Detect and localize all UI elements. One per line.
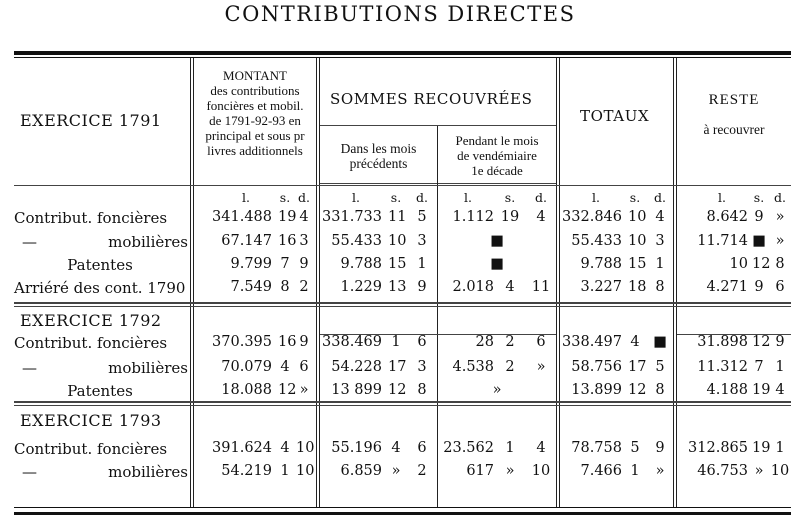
reste-subtitle: à recouvrer (703, 122, 765, 137)
montant-line: de 1791-92-93 en (209, 113, 301, 128)
table-cell: 10 (296, 463, 315, 479)
table-cell: » (299, 382, 309, 398)
table-cell: 2 (505, 359, 515, 375)
table-cell: 9.799 (230, 256, 272, 272)
table-cell: 19 (278, 209, 297, 225)
table-cell: 4 (630, 334, 640, 350)
header-subrule (438, 183, 556, 184)
table-cell: » (754, 463, 764, 479)
col-divider (559, 58, 560, 507)
dans-mois-line: précédents (349, 156, 408, 171)
row-label: Patentes (67, 256, 133, 274)
table-cell: 332.846 (562, 209, 622, 225)
table-cell: 19 (752, 440, 771, 456)
table-cell: 8 (655, 382, 665, 398)
row-label: Contribut. foncières (14, 209, 168, 227)
table-cell: 6 (417, 334, 427, 350)
table-cell: 12 (278, 382, 297, 398)
table-cell: 2 (299, 279, 309, 295)
header-subrule (320, 125, 556, 126)
montant-line: foncières et mobil. (206, 98, 304, 113)
unit-label: s. (629, 190, 641, 205)
table-cell: 3.227 (580, 279, 622, 295)
table-cell: 3 (655, 233, 665, 249)
table-cell: 10 (628, 233, 647, 249)
table-cell: » (536, 359, 546, 375)
table-cell: 1 (775, 359, 785, 375)
table-cell: 4 (655, 209, 665, 225)
table-cell: 7.466 (580, 463, 622, 479)
table-cell: 6 (299, 359, 309, 375)
table-cell: 10 (531, 463, 551, 479)
table-cell: 1.112 (452, 209, 494, 225)
table-cell: ■ (653, 334, 667, 350)
sommes-header: SOMMES RECOUVRÉES (330, 90, 533, 108)
table-cell: 6 (536, 334, 546, 350)
table-cell: 8 (655, 279, 665, 295)
table-cell: » (775, 233, 785, 249)
table-cell: 617 (466, 463, 494, 479)
row-label: Contribut. foncières (14, 334, 168, 352)
table-cell: 46.753 (697, 463, 748, 479)
table-cell: 58.756 (571, 359, 622, 375)
table-cell: 4 (536, 440, 546, 456)
table-cell: 55.196 (331, 440, 382, 456)
unit-label: l. (242, 190, 250, 205)
table-cell: 6 (775, 279, 785, 295)
table-cell: 11.312 (697, 359, 748, 375)
unit-label: l. (464, 190, 472, 205)
table-cell: 55.433 (331, 233, 382, 249)
table-cell: 78.758 (571, 440, 622, 456)
montant-line: principal et sous pr (205, 128, 305, 143)
unit-label: d. (654, 190, 666, 205)
table-cell: 13 (388, 279, 407, 295)
top-rule-thin (14, 57, 791, 58)
page-title: CONTRIBUTIONS DIRECTES (224, 2, 576, 26)
table-cell: 70.079 (221, 359, 272, 375)
table-cell: 5 (630, 440, 640, 456)
montant-line: des contributions (210, 83, 300, 98)
unit-label: d. (298, 190, 310, 205)
table-cell: 4.538 (452, 359, 494, 375)
table-cell: 9 (754, 209, 764, 225)
table-cell: 15 (628, 256, 647, 272)
table-cell: 12 (752, 256, 771, 272)
table-cell: 3 (417, 359, 427, 375)
table-cell: 4.188 (706, 382, 748, 398)
table-cell: 12 (388, 382, 407, 398)
row-label: Contribut. foncières (14, 440, 168, 458)
table-cell: 5 (417, 209, 427, 225)
row-label: — mobilières (22, 233, 188, 251)
table-cell: 7.549 (230, 279, 272, 295)
row-label: — mobilières (22, 359, 188, 377)
header-subrule (320, 183, 437, 184)
table-cell: 9 (754, 279, 764, 295)
montant-header (194, 68, 316, 158)
table-cell: 54.228 (331, 359, 382, 375)
table-cell: ■ (752, 233, 766, 249)
table-cell: 341.488 (212, 209, 272, 225)
section-divider (14, 405, 791, 406)
table-cell: 19 (752, 382, 771, 398)
table-cell: 3 (417, 233, 427, 249)
dans-mois-header (320, 141, 437, 171)
bottom-rule-thin (14, 507, 791, 508)
table-cell: ■ (490, 233, 504, 249)
unit-label: l. (718, 190, 726, 205)
pendant-mois-line: de vendémiaire (457, 148, 537, 163)
unit-label: l. (352, 190, 360, 205)
table-cell: 1 (775, 440, 785, 456)
table-cell: 8.642 (706, 209, 748, 225)
totaux-header: TOTAUX (580, 107, 650, 125)
table-cell: 28 (475, 334, 494, 350)
table-cell: 9 (655, 440, 665, 456)
row-label: — mobilières (22, 463, 188, 481)
table-cell: » (775, 209, 785, 225)
table-cell: 19 (500, 209, 520, 225)
pendant-mois-line: 1e décade (471, 163, 523, 178)
unit-label: d. (416, 190, 428, 205)
montant-line: MONTANT (223, 68, 287, 83)
table-cell: 7 (754, 359, 764, 375)
table-cell: 331.733 (322, 209, 382, 225)
top-rule (14, 51, 791, 55)
table-cell: 2 (505, 334, 515, 350)
table-cell: 11.714 (697, 233, 748, 249)
table-cell: 31.898 (697, 334, 748, 350)
pendant-mois-header (438, 133, 556, 178)
table-cell: ■ (490, 256, 504, 272)
table-cell: 23.562 (443, 440, 494, 456)
table-cell: 1 (655, 256, 665, 272)
table-cell: 4 (536, 209, 546, 225)
table-cell: 11 (531, 279, 551, 295)
table-cell: 9.788 (580, 256, 622, 272)
table-cell: 8 (775, 256, 785, 272)
pendant-mois-line: Pendant le mois (455, 133, 539, 148)
table-cell: » (655, 463, 665, 479)
reste-header (677, 93, 791, 137)
table-cell: 10 (388, 233, 407, 249)
table-cell: 17 (628, 359, 647, 375)
section-heading: EXERCICE 1792 (20, 311, 162, 330)
table-cell: 6.859 (340, 463, 382, 479)
table-cell: 1 (417, 256, 427, 272)
col-divider (316, 58, 317, 507)
table-cell: 18.088 (221, 382, 272, 398)
table-cell: 18 (628, 279, 647, 295)
table-cell: 67.147 (221, 233, 272, 249)
section-heading: EXERCICE 1793 (20, 411, 162, 430)
section-divider (14, 302, 791, 304)
table-cell: 370.395 (212, 334, 272, 350)
table-cell: 1.229 (340, 279, 382, 295)
table-cell: 9 (299, 334, 309, 350)
table-cell: » (492, 382, 502, 398)
table-cell: 2.018 (452, 279, 494, 295)
table-cell: 8 (417, 382, 427, 398)
unit-label: s. (753, 190, 765, 205)
table-cell: 16 (278, 334, 297, 350)
table-cell: 338.497 (562, 334, 622, 350)
table-cell: 5 (655, 359, 665, 375)
section-divider (14, 401, 791, 403)
table-cell: 16 (278, 233, 297, 249)
table-cell: 9 (417, 279, 427, 295)
table-cell: 13.899 (571, 382, 622, 398)
table-cell: 1 (505, 440, 515, 456)
unit-label: s. (390, 190, 402, 205)
table-cell: 15 (388, 256, 407, 272)
table-cell: 6 (417, 440, 427, 456)
table-cell: 54.219 (221, 463, 272, 479)
unit-label: s. (504, 190, 516, 205)
table-cell: 10 (729, 256, 748, 272)
table-cell: 55.433 (571, 233, 622, 249)
table-cell: » (391, 463, 401, 479)
table-cell: 12 (628, 382, 647, 398)
table-cell: 12 (752, 334, 771, 350)
section-divider (14, 306, 791, 307)
table-cell: 7 (280, 256, 290, 272)
unit-label: d. (535, 190, 547, 205)
bottom-rule (14, 512, 791, 515)
unit-label: l. (592, 190, 600, 205)
unit-label: d. (774, 190, 786, 205)
table-cell: 10 (770, 463, 790, 479)
col-divider (190, 58, 191, 507)
table-cell: 3 (299, 233, 309, 249)
col-divider (673, 58, 674, 507)
table-cell: 391.624 (212, 440, 272, 456)
table-cell: 4 (391, 440, 401, 456)
table-cell: 8 (280, 279, 290, 295)
table-cell: 17 (388, 359, 407, 375)
table-cell: 9.788 (340, 256, 382, 272)
table-cell: 312.865 (688, 440, 748, 456)
table-cell: » (505, 463, 515, 479)
table-cell: 4 (280, 359, 290, 375)
table-cell: 1 (391, 334, 401, 350)
table-cell: 11 (388, 209, 407, 225)
table-cell: 2 (417, 463, 427, 479)
table-cell: 4.271 (706, 279, 748, 295)
unit-label: s. (279, 190, 291, 205)
reste-title: RESTE (708, 92, 760, 108)
montant-line: livres additionnels (207, 143, 303, 158)
table-cell: 4 (505, 279, 515, 295)
table-cell: 4 (775, 382, 785, 398)
table-cell: 1 (280, 463, 290, 479)
table-cell: 4 (280, 440, 290, 456)
col-divider (556, 58, 557, 507)
table-cell: 338.469 (322, 334, 382, 350)
table-cell: 10 (296, 440, 315, 456)
table-cell: 1 (630, 463, 640, 479)
table-cell: 9 (775, 334, 785, 350)
row-label: Patentes (67, 382, 133, 400)
table-cell: 13 899 (331, 382, 382, 398)
table-cell: 9 (299, 256, 309, 272)
table-cell: 4 (299, 209, 309, 225)
exercice-1791-heading: EXERCICE 1791 (20, 111, 162, 130)
row-label: Arriéré des cont. 1790 (14, 279, 186, 297)
header-bottom-rule (14, 185, 791, 186)
table-cell: 10 (628, 209, 647, 225)
dans-mois-line: Dans les mois (340, 141, 417, 156)
